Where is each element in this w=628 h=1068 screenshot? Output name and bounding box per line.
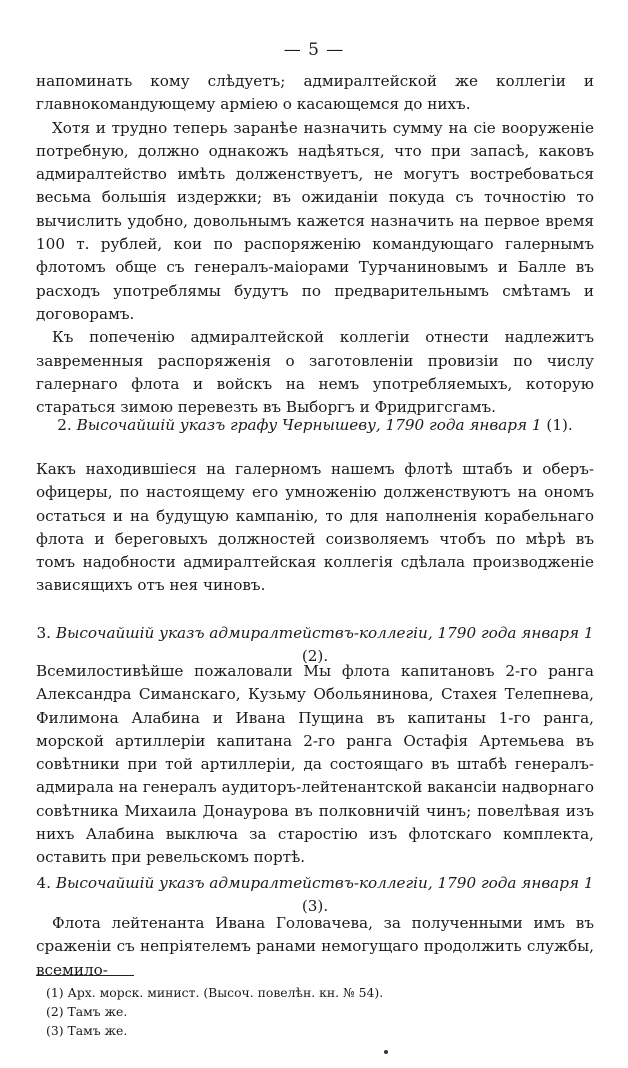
heading-number: 3. — [36, 624, 51, 642]
paragraph: напоминать кому слѣдуетъ; адмиралтейской же коллегіи и главнокомандующему арміею о касающемся до нихъ. — [36, 72, 594, 114]
heading-number: 4. — [36, 874, 51, 892]
page-number: — 5 — — [283, 40, 345, 60]
heading-title: Высочайшій указъ адмиралтействъ-коллегіи, 1790 года января 1 — [55, 624, 594, 642]
footnote: (1) Арх. морск. минист. (Высоч. повелѣн. кн. № 54). — [46, 985, 384, 1000]
text-block-4 — [36, 912, 594, 982]
paragraph: Какъ находившіеся на галерномъ нашемъ флотѣ штабъ и оберъ-офицеры, по настоящему его умноженію долженствуютъ на ономъ остаться и на будущую кампанію, то для наполненія корабельнаго флота и береговыхъ должностей соизволяемъ чтобъ по мѣрѣ въ томъ надобности адмиралтейская коллегія сдѣлала производженіе зависящихъ отъ нея чиновъ. — [36, 460, 594, 595]
section-heading-2 — [36, 414, 594, 437]
heading-title: Высочайшій указъ графу Чернышеву, 1790 года января 1 — [76, 416, 542, 434]
text-block-2 — [36, 458, 594, 598]
paragraph: Всемилостивѣйше пожаловали Мы флота капитановъ 2-го ранга Александра Симанскаго, Кузьму Обольянинова, Стахея Телепнева, Филимона Алабина и Ивана Пущина въ капитаны 1-го ранга, морской артиллеріи капитана 2-го ранга Остафія Артемьева въ совѣтники при той артиллеріи, да состоящаго въ штабѣ генералъ-адмирала на генералъ аудиторъ-лейтенантской вакансіи надворнаго совѣтника Михаила Донаурова въ полковничій чинъ; повелѣвая изъ нихъ Алабина выключа за старостію изъ флотскаго комплекта, оставить при ревельскомъ портѣ. — [36, 662, 594, 867]
paragraph: Хотя и трудно теперь заранѣе назначить сумму на сіе вооруженіе потребную, должно однакожъ надѣяться, что при запасѣ, каковъ адмиралтейство имѣть долженствуетъ, не могутъ востребоваться весьма большія издержки; въ ожиданіи покуда съ точностію то вычислить удобно, довольнымъ кажется назначить на первое время 100 т. рублей, кои по распоряженію командующаго галернымъ флотомъ обще съ генералъ-маіорами Турчаниновымъ и Балле въ расходъ употреблямы будутъ по предварительнымъ смѣтамъ и договорамъ. — [36, 118, 594, 323]
footnote-ref: (1). — [546, 416, 573, 434]
footnote: (3) Тамъ же. — [46, 1023, 128, 1038]
paragraph: Флота лейтенанта Ивана Головачева, за полученными имъ въ сраженіи съ непріятелемъ ранами немогущаго продолжить службы, всемило- — [36, 914, 594, 979]
footnote-ref: (2). — [301, 647, 329, 665]
footnotes — [36, 983, 594, 1040]
footnote: (2) Тамъ же. — [46, 1004, 128, 1019]
text-block-3 — [36, 660, 594, 870]
paragraph: Къ попеченію адмиралтейской коллегіи отнести надлежитъ завременныя распоряженія о заготовленіи провизіи по числу галернаго флота и войскъ на немъ употребляемыхъ, которую стараться зимою перевезть въ Выборгъ и Фридригсгамъ. — [36, 328, 594, 417]
footnote-separator — [36, 975, 134, 976]
heading-number: 2. — [57, 416, 72, 434]
print-speck — [384, 1050, 388, 1054]
text-block-1 — [36, 70, 594, 419]
footnote-ref: (3). — [301, 897, 329, 915]
heading-title: Высочайшій указъ адмиралтействъ-коллегіи, 1790 года января 1 — [55, 874, 594, 892]
